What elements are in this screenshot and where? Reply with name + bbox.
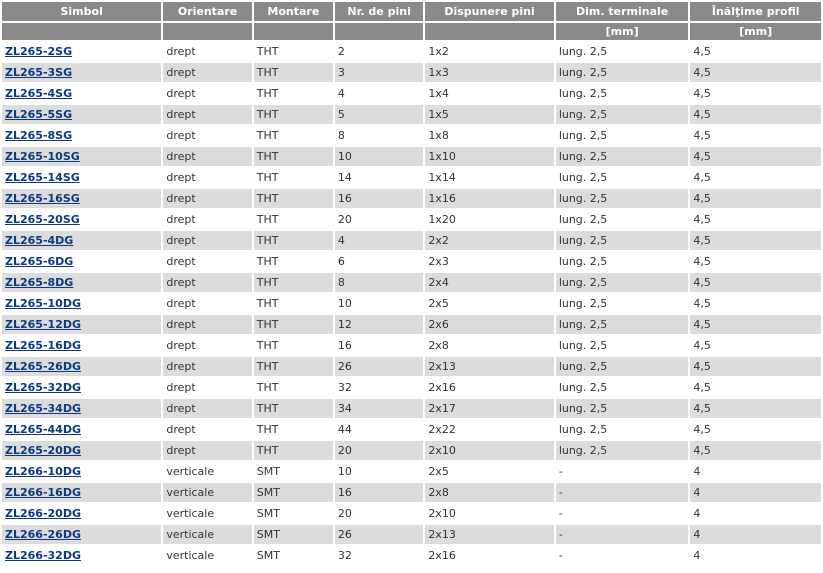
cell-nr-pini: 44 bbox=[335, 420, 423, 439]
cell-nr-pini: 16 bbox=[335, 483, 423, 502]
cell-montare: SMT bbox=[254, 525, 333, 544]
table-row bbox=[2, 546, 821, 565]
cell-dim-terminale: - bbox=[556, 483, 689, 502]
cell-orientare: drept bbox=[163, 147, 251, 166]
cell-montare: THT bbox=[254, 399, 333, 418]
cell-dim-terminale: lung. 2,5 bbox=[556, 126, 689, 145]
product-link[interactable]: ZL265-4SG bbox=[5, 87, 73, 100]
cell-simbol bbox=[2, 231, 161, 250]
cell-simbol bbox=[2, 336, 161, 355]
table-row bbox=[2, 147, 821, 166]
cell-orientare: drept bbox=[163, 105, 251, 124]
cell-inaltime-profil: 4,5 bbox=[690, 231, 821, 250]
cell-dim-terminale: lung. 2,5 bbox=[556, 231, 689, 250]
cell-dispunere-pini: 2x5 bbox=[425, 294, 554, 313]
unit-cell bbox=[254, 23, 333, 40]
cell-nr-pini: 8 bbox=[335, 126, 423, 145]
cell-dispunere-pini: 1x20 bbox=[425, 210, 554, 229]
cell-inaltime-profil: 4,5 bbox=[690, 357, 821, 376]
cell-orientare: drept bbox=[163, 252, 251, 271]
cell-dim-terminale: lung. 2,5 bbox=[556, 315, 689, 334]
cell-inaltime-profil: 4,5 bbox=[690, 105, 821, 124]
cell-simbol bbox=[2, 294, 161, 313]
cell-orientare: drept bbox=[163, 189, 251, 208]
cell-montare: SMT bbox=[254, 462, 333, 481]
cell-dispunere-pini: 1x16 bbox=[425, 189, 554, 208]
cell-nr-pini: 4 bbox=[335, 84, 423, 103]
product-link[interactable]: ZL265-16SG bbox=[5, 192, 80, 205]
table-row bbox=[2, 315, 821, 334]
cell-inaltime-profil: 4 bbox=[690, 483, 821, 502]
cell-dispunere-pini: 2x8 bbox=[425, 336, 554, 355]
table-row bbox=[2, 504, 821, 523]
cell-nr-pini: 26 bbox=[335, 357, 423, 376]
cell-montare: THT bbox=[254, 126, 333, 145]
cell-montare: THT bbox=[254, 168, 333, 187]
table-row bbox=[2, 525, 821, 544]
unit-cell bbox=[335, 23, 423, 40]
cell-dispunere-pini: 2x10 bbox=[425, 504, 554, 523]
unit-cell bbox=[2, 23, 161, 40]
table-row bbox=[2, 336, 821, 355]
cell-dim-terminale: lung. 2,5 bbox=[556, 63, 689, 82]
cell-dispunere-pini: 1x5 bbox=[425, 105, 554, 124]
product-link[interactable]: ZL266-32DG bbox=[5, 549, 81, 562]
cell-simbol bbox=[2, 273, 161, 292]
cell-simbol bbox=[2, 210, 161, 229]
cell-nr-pini: 32 bbox=[335, 378, 423, 397]
cell-nr-pini: 3 bbox=[335, 63, 423, 82]
cell-dim-terminale: lung. 2,5 bbox=[556, 252, 689, 271]
cell-nr-pini: 32 bbox=[335, 546, 423, 565]
cell-orientare: verticale bbox=[163, 525, 251, 544]
product-link[interactable]: ZL265-26DG bbox=[5, 360, 81, 373]
cell-dim-terminale: lung. 2,5 bbox=[556, 273, 689, 292]
table-row bbox=[2, 231, 821, 250]
header-row bbox=[2, 2, 821, 21]
table-row bbox=[2, 63, 821, 82]
cell-dispunere-pini: 1x8 bbox=[425, 126, 554, 145]
table-row bbox=[2, 483, 821, 502]
cell-nr-pini: 8 bbox=[335, 273, 423, 292]
cell-inaltime-profil: 4,5 bbox=[690, 441, 821, 460]
cell-dispunere-pini: 2x5 bbox=[425, 462, 554, 481]
cell-nr-pini: 20 bbox=[335, 210, 423, 229]
cell-nr-pini: 6 bbox=[335, 252, 423, 271]
cell-orientare: drept bbox=[163, 231, 251, 250]
cell-montare: THT bbox=[254, 189, 333, 208]
cell-dispunere-pini: 1x3 bbox=[425, 63, 554, 82]
cell-montare: THT bbox=[254, 42, 333, 61]
unit-dim-terminale: [mm] bbox=[556, 23, 689, 40]
cell-simbol bbox=[2, 42, 161, 61]
units-row bbox=[2, 23, 821, 40]
cell-montare: THT bbox=[254, 231, 333, 250]
cell-dim-terminale: lung. 2,5 bbox=[556, 399, 689, 418]
cell-orientare: drept bbox=[163, 126, 251, 145]
cell-orientare: drept bbox=[163, 294, 251, 313]
table-row bbox=[2, 441, 821, 460]
cell-dim-terminale: lung. 2,5 bbox=[556, 210, 689, 229]
cell-simbol bbox=[2, 63, 161, 82]
cell-dispunere-pini: 1x4 bbox=[425, 84, 554, 103]
product-link[interactable]: ZL265-5SG bbox=[5, 108, 73, 121]
cell-dispunere-pini: 2x8 bbox=[425, 483, 554, 502]
cell-dim-terminale: - bbox=[556, 525, 689, 544]
header-montare: Montare bbox=[254, 2, 333, 21]
cell-dim-terminale: lung. 2,5 bbox=[556, 378, 689, 397]
cell-dispunere-pini: 2x10 bbox=[425, 441, 554, 460]
cell-montare: THT bbox=[254, 63, 333, 82]
cell-orientare: drept bbox=[163, 399, 251, 418]
cell-simbol bbox=[2, 399, 161, 418]
cell-orientare: drept bbox=[163, 168, 251, 187]
table-row bbox=[2, 399, 821, 418]
product-link[interactable]: ZL265-8DG bbox=[5, 276, 74, 289]
cell-orientare: verticale bbox=[163, 462, 251, 481]
cell-orientare: verticale bbox=[163, 483, 251, 502]
cell-montare: THT bbox=[254, 420, 333, 439]
product-link[interactable]: ZL265-20SG bbox=[5, 213, 80, 226]
cell-montare: THT bbox=[254, 378, 333, 397]
product-link[interactable]: ZL265-8SG bbox=[5, 129, 73, 142]
cell-orientare: drept bbox=[163, 420, 251, 439]
product-link[interactable]: ZL265-3SG bbox=[5, 66, 73, 79]
product-link[interactable]: ZL266-16DG bbox=[5, 486, 81, 499]
cell-montare: THT bbox=[254, 441, 333, 460]
cell-montare: THT bbox=[254, 147, 333, 166]
cell-orientare: drept bbox=[163, 441, 251, 460]
cell-dim-terminale: - bbox=[556, 546, 689, 565]
table-row bbox=[2, 252, 821, 271]
cell-dim-terminale: - bbox=[556, 504, 689, 523]
cell-inaltime-profil: 4,5 bbox=[690, 420, 821, 439]
cell-dim-terminale: lung. 2,5 bbox=[556, 294, 689, 313]
cell-inaltime-profil: 4,5 bbox=[690, 189, 821, 208]
cell-simbol bbox=[2, 420, 161, 439]
cell-montare: THT bbox=[254, 357, 333, 376]
product-link[interactable]: ZL265-10DG bbox=[5, 297, 81, 310]
cell-orientare: drept bbox=[163, 210, 251, 229]
cell-inaltime-profil: 4,5 bbox=[690, 252, 821, 271]
cell-simbol bbox=[2, 315, 161, 334]
product-link[interactable]: ZL265-16DG bbox=[5, 339, 81, 352]
table-body bbox=[2, 42, 821, 565]
cell-nr-pini: 4 bbox=[335, 231, 423, 250]
product-link[interactable]: ZL266-20DG bbox=[5, 507, 81, 520]
product-link[interactable]: ZL265-12DG bbox=[5, 318, 81, 331]
cell-dispunere-pini: 2x4 bbox=[425, 273, 554, 292]
unit-inaltime-profil: [mm] bbox=[690, 23, 821, 40]
cell-dispunere-pini: 2x16 bbox=[425, 546, 554, 565]
cell-montare: THT bbox=[254, 105, 333, 124]
cell-orientare: verticale bbox=[163, 546, 251, 565]
cell-simbol bbox=[2, 189, 161, 208]
product-link[interactable]: ZL265-20DG bbox=[5, 444, 81, 457]
cell-simbol bbox=[2, 504, 161, 523]
cell-orientare: drept bbox=[163, 336, 251, 355]
cell-nr-pini: 16 bbox=[335, 189, 423, 208]
cell-dim-terminale: lung. 2,5 bbox=[556, 84, 689, 103]
table-row bbox=[2, 105, 821, 124]
table-row bbox=[2, 168, 821, 187]
cell-orientare: drept bbox=[163, 315, 251, 334]
cell-dispunere-pini: 2x16 bbox=[425, 378, 554, 397]
cell-simbol bbox=[2, 168, 161, 187]
cell-dim-terminale: lung. 2,5 bbox=[556, 336, 689, 355]
cell-orientare: drept bbox=[163, 63, 251, 82]
table-row bbox=[2, 294, 821, 313]
cell-nr-pini: 10 bbox=[335, 294, 423, 313]
cell-dispunere-pini: 2x13 bbox=[425, 525, 554, 544]
cell-simbol bbox=[2, 525, 161, 544]
cell-orientare: drept bbox=[163, 84, 251, 103]
cell-dispunere-pini: 2x17 bbox=[425, 399, 554, 418]
cell-simbol bbox=[2, 357, 161, 376]
cell-nr-pini: 20 bbox=[335, 441, 423, 460]
cell-inaltime-profil: 4,5 bbox=[690, 147, 821, 166]
cell-inaltime-profil: 4,5 bbox=[690, 210, 821, 229]
table-row bbox=[2, 420, 821, 439]
cell-nr-pini: 12 bbox=[335, 315, 423, 334]
cell-nr-pini: 14 bbox=[335, 168, 423, 187]
cell-nr-pini: 16 bbox=[335, 336, 423, 355]
product-link[interactable]: ZL266-10DG bbox=[5, 465, 81, 478]
cell-simbol bbox=[2, 252, 161, 271]
cell-simbol bbox=[2, 126, 161, 145]
unit-cell bbox=[163, 23, 251, 40]
product-link[interactable]: ZL265-10SG bbox=[5, 150, 80, 163]
cell-nr-pini: 5 bbox=[335, 105, 423, 124]
cell-montare: THT bbox=[254, 273, 333, 292]
table-row bbox=[2, 378, 821, 397]
cell-dispunere-pini: 2x6 bbox=[425, 315, 554, 334]
cell-montare: SMT bbox=[254, 546, 333, 565]
header-nr-pini: Nr. de pini bbox=[335, 2, 423, 21]
cell-simbol bbox=[2, 378, 161, 397]
cell-inaltime-profil: 4,5 bbox=[690, 84, 821, 103]
cell-dispunere-pini: 1x14 bbox=[425, 168, 554, 187]
header-dispunere-pini: Dispunere pini bbox=[425, 2, 554, 21]
table-row bbox=[2, 126, 821, 145]
header-inaltime-profil: Înălţime profil bbox=[690, 2, 821, 21]
cell-inaltime-profil: 4,5 bbox=[690, 336, 821, 355]
cell-inaltime-profil: 4,5 bbox=[690, 378, 821, 397]
cell-inaltime-profil: 4,5 bbox=[690, 273, 821, 292]
cell-inaltime-profil: 4,5 bbox=[690, 42, 821, 61]
cell-inaltime-profil: 4 bbox=[690, 462, 821, 481]
cell-simbol bbox=[2, 147, 161, 166]
cell-orientare: drept bbox=[163, 42, 251, 61]
cell-dim-terminale: lung. 2,5 bbox=[556, 42, 689, 61]
cell-orientare: drept bbox=[163, 378, 251, 397]
table-row bbox=[2, 357, 821, 376]
cell-simbol bbox=[2, 105, 161, 124]
cell-montare: SMT bbox=[254, 504, 333, 523]
table-row bbox=[2, 189, 821, 208]
cell-inaltime-profil: 4,5 bbox=[690, 315, 821, 334]
cell-dispunere-pini: 2x2 bbox=[425, 231, 554, 250]
cell-montare: THT bbox=[254, 336, 333, 355]
product-link[interactable]: ZL265-44DG bbox=[5, 423, 81, 436]
cell-dim-terminale: - bbox=[556, 462, 689, 481]
cell-nr-pini: 10 bbox=[335, 462, 423, 481]
cell-dispunere-pini: 1x2 bbox=[425, 42, 554, 61]
product-link[interactable]: ZL265-14SG bbox=[5, 171, 80, 184]
table-row bbox=[2, 462, 821, 481]
cell-inaltime-profil: 4 bbox=[690, 546, 821, 565]
cell-dispunere-pini: 2x3 bbox=[425, 252, 554, 271]
table-row bbox=[2, 210, 821, 229]
cell-inaltime-profil: 4,5 bbox=[690, 294, 821, 313]
cell-inaltime-profil: 4,5 bbox=[690, 63, 821, 82]
product-link[interactable]: ZL265-32DG bbox=[5, 381, 81, 394]
cell-orientare: drept bbox=[163, 357, 251, 376]
cell-nr-pini: 26 bbox=[335, 525, 423, 544]
cell-simbol bbox=[2, 84, 161, 103]
product-link[interactable]: ZL265-34DG bbox=[5, 402, 81, 415]
cell-simbol bbox=[2, 462, 161, 481]
cell-orientare: verticale bbox=[163, 504, 251, 523]
header-simbol: Simbol bbox=[2, 2, 161, 21]
cell-nr-pini: 20 bbox=[335, 504, 423, 523]
product-link[interactable]: ZL265-2SG bbox=[5, 45, 73, 58]
product-link[interactable]: ZL265-4DG bbox=[5, 234, 74, 247]
cell-dim-terminale: lung. 2,5 bbox=[556, 441, 689, 460]
table-row bbox=[2, 42, 821, 61]
cell-nr-pini: 34 bbox=[335, 399, 423, 418]
table-row bbox=[2, 273, 821, 292]
cell-montare: THT bbox=[254, 315, 333, 334]
cell-montare: SMT bbox=[254, 483, 333, 502]
cell-inaltime-profil: 4 bbox=[690, 504, 821, 523]
product-link[interactable]: ZL266-26DG bbox=[5, 528, 81, 541]
cell-montare: THT bbox=[254, 252, 333, 271]
cell-inaltime-profil: 4 bbox=[690, 525, 821, 544]
cell-dim-terminale: lung. 2,5 bbox=[556, 168, 689, 187]
cell-dispunere-pini: 2x13 bbox=[425, 357, 554, 376]
cell-orientare: drept bbox=[163, 273, 251, 292]
cell-dim-terminale: lung. 2,5 bbox=[556, 420, 689, 439]
table-row bbox=[2, 84, 821, 103]
cell-dim-terminale: lung. 2,5 bbox=[556, 189, 689, 208]
cell-nr-pini: 10 bbox=[335, 147, 423, 166]
cell-dispunere-pini: 1x10 bbox=[425, 147, 554, 166]
cell-montare: THT bbox=[254, 210, 333, 229]
header-dim-terminale: Dim. terminale bbox=[556, 2, 689, 21]
cell-dispunere-pini: 2x22 bbox=[425, 420, 554, 439]
cell-dim-terminale: lung. 2,5 bbox=[556, 105, 689, 124]
cell-nr-pini: 2 bbox=[335, 42, 423, 61]
cell-inaltime-profil: 4,5 bbox=[690, 168, 821, 187]
cell-dim-terminale: lung. 2,5 bbox=[556, 357, 689, 376]
unit-cell bbox=[425, 23, 554, 40]
cell-montare: THT bbox=[254, 294, 333, 313]
cell-simbol bbox=[2, 441, 161, 460]
cell-simbol bbox=[2, 546, 161, 565]
cell-dim-terminale: lung. 2,5 bbox=[556, 147, 689, 166]
header-orientare: Orientare bbox=[163, 2, 251, 21]
cell-inaltime-profil: 4,5 bbox=[690, 126, 821, 145]
product-link[interactable]: ZL265-6DG bbox=[5, 255, 74, 268]
cell-simbol bbox=[2, 483, 161, 502]
cell-inaltime-profil: 4,5 bbox=[690, 399, 821, 418]
cell-montare: THT bbox=[254, 84, 333, 103]
